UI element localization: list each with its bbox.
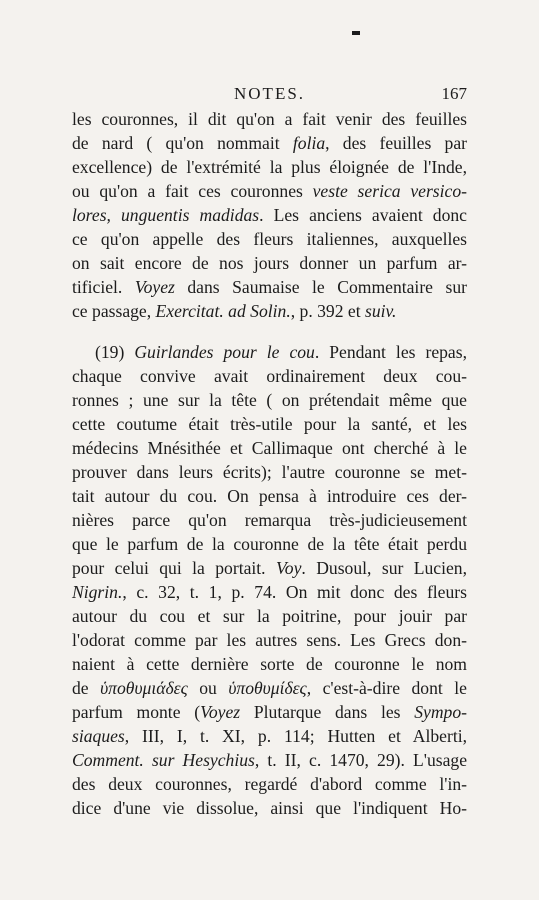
note-19-heading-line [95,340,467,364]
text-segment: autour du cou et sur la poitrine, pour jouir par [72,606,467,626]
italic-text: veste serica versico- [312,181,467,201]
italic-text: Comment. sur Hesychius [72,750,255,770]
text-segment: cette coutume était très-utile pour la santé, et les [72,414,467,434]
text-line [72,628,467,652]
text-segment: ou [187,678,229,698]
italic-text: Guirlandes pour le cou [134,342,315,362]
text-line [72,580,467,604]
text-segment: , des feuilles par [325,133,468,153]
italic-text: folia [292,133,326,153]
text-line [72,700,467,724]
text-line [72,724,467,748]
text-segment: de nard ( qu'on nommait [72,133,293,153]
text-segment: excellence) de l'extrémité la plus éloignée de l'Inde, [72,157,467,177]
italic-text: Nigrin. [72,582,123,602]
text-line [72,155,467,179]
page-number: 167 [441,84,467,103]
italic-text: ὑποθυμίδες [228,678,307,698]
text-line [72,556,467,580]
text-line [72,436,467,460]
italic-text: siaques [72,726,125,746]
text-line [72,508,467,532]
italic-text: Sympo- [414,702,467,722]
text-segment: naient à cette dernière sorte de couronne le nom [72,654,467,674]
italic-text: Voyez [134,277,175,297]
text-segment: tait autour du cou. On pensa à introduire ces der- [72,486,467,506]
text-line [72,676,467,700]
text-line [72,179,467,203]
text-segment: , t. II, c. 1470, 29). L'usage [254,750,467,770]
text-segment: ou qu'on a fait ces couronnes [72,181,313,201]
text-line [72,796,467,820]
italic-text: lores, unguentis madidas [72,205,260,225]
text-line [72,748,467,772]
text-segment: ce passage, [72,301,156,321]
text-segment: chaque convive avait ordinairement deux cou- [72,366,467,386]
italic-text: Voyez [200,702,241,722]
text-line [72,251,467,275]
text-line [72,364,467,388]
text-segment: ronnes ; une sur la tête ( on prétendait même que [72,390,467,410]
text-line [72,227,467,251]
italic-text: Exercitat. ad Solin. [155,301,291,321]
text-segment: prouver dans leurs écrits); l'autre couronne se met- [72,462,467,482]
text-segment: de [72,678,101,698]
text-segment: on sait encore de nos jours donner un parfum ar- [72,253,467,273]
italic-text: Voy [276,558,302,578]
text-segment: Plutarque dans les [240,702,415,722]
text-line [72,299,467,323]
text-line [72,275,467,299]
text-line [72,131,467,155]
running-title: NOTES. [234,84,306,103]
text-segment: les couronnes, il dit qu'on a fait venir des feuilles [72,109,467,129]
text-segment: , III, I, t. XI, p. 114; Hutten et Alberti, [124,726,467,746]
text-line [72,652,467,676]
text-segment: des deux couronnes, regardé d'abord comme l'in- [72,774,467,794]
text-line [72,107,467,131]
running-head [72,84,467,106]
text-segment: pour celui qui la portait. [72,558,276,578]
text-segment: tificiel. [72,277,135,297]
text-segment: , c'est-à-dire dont le [306,678,467,698]
text-segment: l'odorat comme par les autres sens. Les Grecs don- [72,630,467,650]
text-line [72,388,467,412]
text-segment: dice d'une vie dissolue, ainsi que l'indiquent Ho- [72,798,467,818]
text-segment: ce qu'on appelle des fleurs italiennes, auxquelles [72,229,467,249]
text-line [72,460,467,484]
text-line [72,484,467,508]
text-line [72,772,467,796]
text-segment: médecins Mnésithée et Callimaque ont cherché à le [72,438,467,458]
text-segment: (19) [95,342,135,362]
text-segment: , c. 32, t. 1, p. 74. On mit donc des fleurs [122,582,467,602]
text-segment: nières parce qu'on remarqua très-judicieusement [72,510,467,530]
text-segment: . Dusoul, sur Lucien, [301,558,468,578]
text-line [72,412,467,436]
text-line [72,604,467,628]
text-line [72,203,467,227]
text-segment: que le parfum de la couronne de la tête était perdu [72,534,467,554]
printer-mark [352,31,360,35]
italic-text: suiv. [365,301,397,321]
text-segment: parfum monte ( [72,702,201,722]
italic-text: ὑποθυμιάδες [100,678,188,698]
text-segment: . Les anciens avaient donc [259,205,467,225]
text-segment: , p. 392 et [290,301,365,321]
text-line [72,532,467,556]
text-segment: . Pendant les repas, [314,342,467,362]
text-segment: dans Saumaise le Commentaire sur [174,277,467,297]
